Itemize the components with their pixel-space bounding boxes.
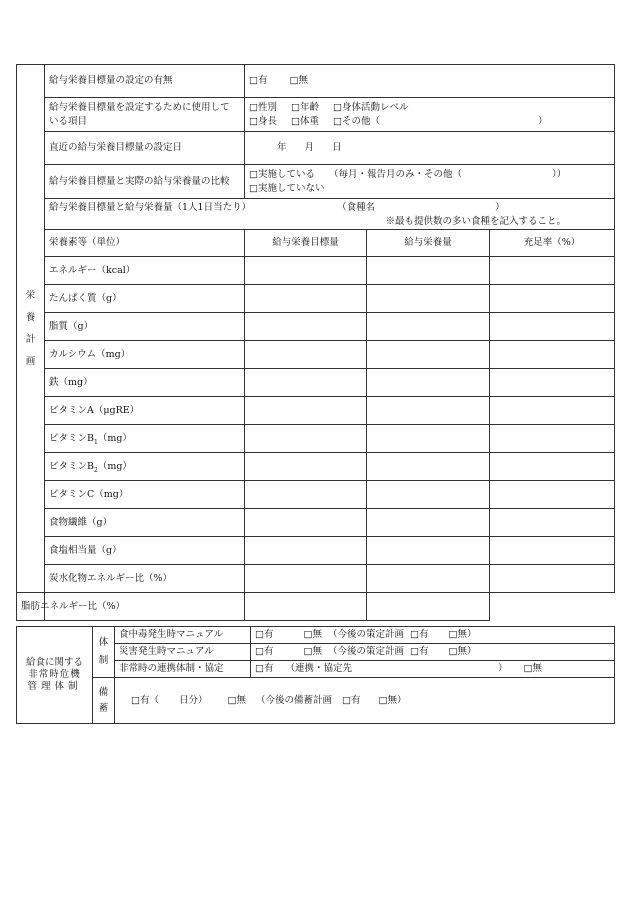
target-cell[interactable] xyxy=(245,565,367,593)
actual-cell[interactable] xyxy=(367,565,490,593)
table-row xyxy=(17,481,615,509)
sufficiency-cell[interactable] xyxy=(490,341,615,369)
nutrient-label: ビタミンA（μgRE） xyxy=(45,397,245,425)
actual-cell[interactable] xyxy=(367,369,490,397)
nutrient-label: ビタミン$B_2(mg)$ xyxy=(45,453,245,481)
sufficiency-cell[interactable] xyxy=(490,313,615,341)
actual-cell[interactable] xyxy=(367,425,490,453)
actual-cell[interactable] xyxy=(367,257,490,285)
col-header-actual: 給与栄養量 xyxy=(367,230,490,257)
cooperation-options[interactable]: □有 （連携・協定先 ） □無 xyxy=(251,661,615,678)
table-row xyxy=(17,257,615,285)
section-label-crisis: 給食に関する 非常時危機 管理体制 xyxy=(17,627,93,724)
sufficiency-cell[interactable] xyxy=(490,425,615,453)
nutrient-label: ビタミン$B_1(mg)$ xyxy=(45,425,245,453)
section-label-nutrition-plan: 栄 養 計 画 xyxy=(17,65,45,593)
nutrient-label: 食塩相当量（g） xyxy=(45,537,245,565)
table-row xyxy=(17,509,615,537)
actual-cell[interactable] xyxy=(367,285,490,313)
table-row xyxy=(17,425,615,453)
actual-cell[interactable] xyxy=(367,537,490,565)
actual-cell[interactable] xyxy=(367,481,490,509)
sufficiency-cell[interactable] xyxy=(490,453,615,481)
sufficiency-cell[interactable] xyxy=(490,509,615,537)
target-cell[interactable] xyxy=(245,257,367,285)
target-cell[interactable] xyxy=(245,341,367,369)
col-header-nutrient: 栄養素等（単位） xyxy=(45,230,245,257)
table-row xyxy=(17,313,615,341)
nutrient-label: 炭水化物エネルギー比（%） xyxy=(45,565,245,593)
actual-cell[interactable] xyxy=(367,341,490,369)
table-row xyxy=(17,537,615,565)
target-cell[interactable] xyxy=(245,425,367,453)
nutrition-plan-table xyxy=(16,64,615,621)
sufficiency-cell[interactable] xyxy=(490,257,615,285)
table-row xyxy=(17,285,615,313)
nutrient-label: 脂質（g） xyxy=(45,313,245,341)
actual-cell[interactable] xyxy=(367,509,490,537)
nutrient-label: エネルギー（kcal） xyxy=(45,257,245,285)
actual-cell[interactable] xyxy=(245,593,367,621)
table-row xyxy=(17,341,615,369)
food-poisoning-manual-options[interactable]: □有 □無 （今後の策定計画 □有 □無） xyxy=(251,627,615,644)
target-setting-options[interactable]: □有 □無 xyxy=(245,65,615,98)
nutrient-label: 食物繊維（g） xyxy=(45,509,245,537)
col-header-target: 給与栄養目標量 xyxy=(245,230,367,257)
storage-label: 備 蓄 xyxy=(93,678,115,724)
recent-date-field[interactable]: 年 月 日 xyxy=(245,132,615,165)
sufficiency-cell[interactable] xyxy=(490,369,615,397)
target-cell[interactable] xyxy=(245,453,367,481)
actual-cell[interactable] xyxy=(367,453,490,481)
target-cell[interactable] xyxy=(245,369,367,397)
sufficiency-cell[interactable] xyxy=(490,397,615,425)
items-used-label: 給与栄養目標量を設定するために使用して いる項目 xyxy=(45,98,245,132)
sufficiency-cell[interactable] xyxy=(490,481,615,509)
nutrient-label: たんぱく質（g） xyxy=(45,285,245,313)
target-cell[interactable] xyxy=(245,285,367,313)
sufficiency-cell[interactable] xyxy=(490,537,615,565)
comparison-options[interactable]: □実施している （毎月・報告月のみ・その他（ ）） □実施していない xyxy=(245,165,615,199)
target-cell[interactable] xyxy=(245,397,367,425)
sufficiency-cell[interactable] xyxy=(490,565,615,593)
disaster-manual-label: 災害発生時マニュアル xyxy=(115,644,251,661)
table-row xyxy=(17,453,615,481)
disaster-manual-options[interactable]: □有 □無 （今後の策定計画 □有 □無） xyxy=(251,644,615,661)
table-row xyxy=(17,369,615,397)
col-header-sufficiency: 充足率（%） xyxy=(490,230,615,257)
table-row xyxy=(17,565,615,593)
table-row xyxy=(17,397,615,425)
nutrient-label: カルシウム（mg） xyxy=(45,341,245,369)
nutrient-label: ビタミンC（mg） xyxy=(45,481,245,509)
crisis-management-table xyxy=(16,626,615,724)
sufficiency-cell[interactable] xyxy=(490,285,615,313)
system-label: 体 制 xyxy=(93,627,115,678)
target-cell[interactable] xyxy=(245,509,367,537)
table-row xyxy=(17,593,615,621)
target-cell[interactable] xyxy=(245,537,367,565)
nutrient-label: 鉄（mg） xyxy=(45,369,245,397)
actual-cell[interactable] xyxy=(367,313,490,341)
food-poisoning-manual-label: 食中毒発生時マニュアル xyxy=(115,627,251,644)
items-used-options[interactable]: □性別 □年齢 □身体活動レベル □身長 □体重 □その他（ ） xyxy=(245,98,615,132)
sufficiency-cell[interactable] xyxy=(367,593,490,621)
target-cell[interactable] xyxy=(245,481,367,509)
cooperation-label: 非常時の連携体制・協定 xyxy=(115,661,251,678)
target-vs-actual-header: 給与栄養目標量と給与栄養量（1人1日当たり） （食種名 ） ※最も提供数の多い食種を記入すること。 xyxy=(45,199,615,230)
storage-options[interactable]: □有（ 日分） □無 （今後の備蓄計画 □有 □無） xyxy=(115,678,615,724)
recent-date-label: 直近の給与栄養目標量の設定日 xyxy=(45,132,245,165)
target-setting-label: 給与栄養目標量の設定の有無 xyxy=(45,65,245,98)
actual-cell[interactable] xyxy=(367,397,490,425)
target-cell[interactable] xyxy=(245,313,367,341)
comparison-label: 給与栄養目標量と実際の給与栄養量の比較 xyxy=(45,165,245,199)
nutrient-label: 脂肪エネルギー比（%） xyxy=(17,593,45,621)
